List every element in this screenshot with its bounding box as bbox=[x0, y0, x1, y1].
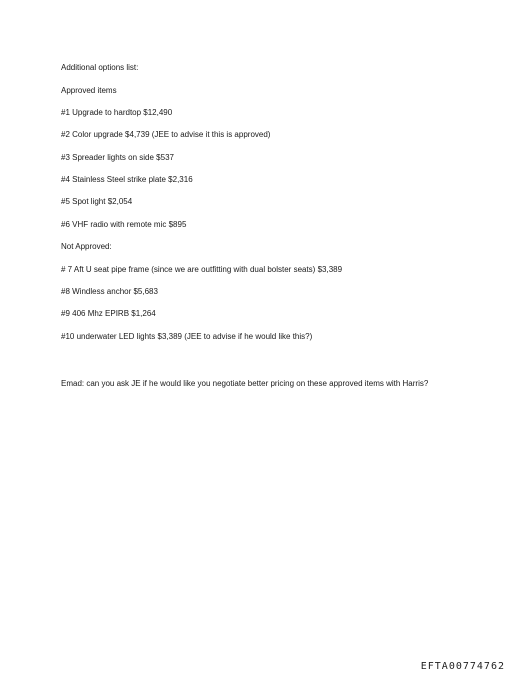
approved-item: #5 Spot light $2,054 bbox=[61, 197, 133, 206]
document-id-stamp: EFTA00774762 bbox=[420, 661, 505, 672]
not-approved-item: #8 Windless anchor $5,683 bbox=[61, 287, 158, 296]
not-approved-item: #10 underwater LED lights $3,389 (JEE to advise if he would like this?) bbox=[61, 332, 313, 341]
note-to-emad: Emad: can you ask JE if he would like you negotiate better pricing on these approved items with Harris? bbox=[61, 379, 429, 388]
approved-item: #3 Spreader lights on side $537 bbox=[61, 153, 174, 162]
not-approved-item: # 7 Aft U seat pipe frame (since we are outfitting with dual bolster seats) $3,389 bbox=[61, 265, 343, 274]
approved-item: #4 Stainless Steel strike plate $2,316 bbox=[61, 175, 193, 184]
not-approved-item: #9 406 Mhz EPIRB $1,264 bbox=[61, 309, 156, 318]
not-approved-label: Not Approved: bbox=[61, 242, 112, 251]
approved-item: #2 Color upgrade $4,739 (JEE to advise it this is approved) bbox=[61, 130, 271, 139]
approved-items-label: Approved items bbox=[61, 86, 117, 95]
approved-item: #1 Upgrade to hardtop $12,490 bbox=[61, 108, 173, 117]
approved-item: #6 VHF radio with remote mic $895 bbox=[61, 220, 187, 229]
document-heading: Additional options list: bbox=[61, 63, 139, 72]
